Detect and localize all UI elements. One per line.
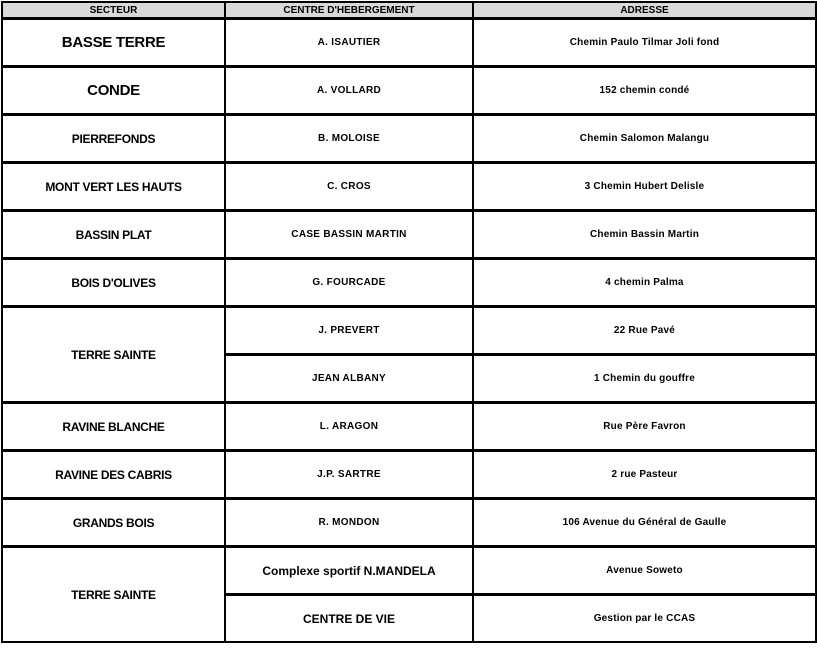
address-cell: 3 Chemin Hubert Delisle: [473, 163, 816, 211]
address-cell: Avenue Soweto: [473, 547, 816, 595]
center-cell: C. CROS: [225, 163, 473, 211]
center-cell: Complexe sportif N.MANDELA: [225, 547, 473, 595]
shelter-table: [1, 1, 817, 643]
center-cell: JEAN ALBANY: [225, 355, 473, 403]
address-cell: Chemin Salomon Malangu: [473, 115, 816, 163]
center-cell: CENTRE DE VIE: [225, 595, 473, 643]
address-cell: 1 Chemin du gouffre: [473, 355, 816, 403]
address-cell: Chemin Paulo Tilmar Joli fond: [473, 19, 816, 67]
center-cell: R. MONDON: [225, 499, 473, 547]
column-header-address: ADRESSE: [473, 2, 816, 19]
column-header-sector: SECTEUR: [2, 2, 225, 19]
address-cell: 152 chemin condé: [473, 67, 816, 115]
center-cell: G. FOURCADE: [225, 259, 473, 307]
center-cell: A. ISAUTIER: [225, 19, 473, 67]
center-cell: J.P. SARTRE: [225, 451, 473, 499]
table-row: [2, 403, 816, 451]
center-cell: B. MOLOISE: [225, 115, 473, 163]
table-body: [2, 19, 816, 643]
center-cell: J. PREVERT: [225, 307, 473, 355]
sector-cell: CONDE: [2, 67, 225, 115]
table-row: [2, 259, 816, 307]
table-header: [2, 2, 816, 19]
center-cell: A. VOLLARD: [225, 67, 473, 115]
column-header-center: CENTRE D'HEBERGEMENT: [225, 2, 473, 19]
table-row: [2, 499, 816, 547]
header-row: [2, 2, 816, 19]
table-row: [2, 67, 816, 115]
address-cell: 2 rue Pasteur: [473, 451, 816, 499]
center-cell: CASE BASSIN MARTIN: [225, 211, 473, 259]
sector-cell: BASSIN PLAT: [2, 211, 225, 259]
table-row: [2, 211, 816, 259]
address-cell: 22 Rue Pavé: [473, 307, 816, 355]
sector-cell: BASSE TERRE: [2, 19, 225, 67]
sector-cell: RAVINE DES CABRIS: [2, 451, 225, 499]
sector-cell: BOIS D'OLIVES: [2, 259, 225, 307]
table-row: [2, 163, 816, 211]
center-cell: L. ARAGON: [225, 403, 473, 451]
address-cell: Chemin Bassin Martin: [473, 211, 816, 259]
sector-cell: TERRE SAINTE: [2, 307, 225, 403]
table-row: [2, 307, 816, 355]
address-cell: Rue Père Favron: [473, 403, 816, 451]
table-row: [2, 547, 816, 595]
sector-cell: GRANDS BOIS: [2, 499, 225, 547]
sector-cell: MONT VERT LES HAUTS: [2, 163, 225, 211]
table-row: [2, 19, 816, 67]
sector-cell: RAVINE BLANCHE: [2, 403, 225, 451]
address-cell: Gestion par le CCAS: [473, 595, 816, 643]
table-row: [2, 115, 816, 163]
table-row: [2, 451, 816, 499]
address-cell: 106 Avenue du Général de Gaulle: [473, 499, 816, 547]
sector-cell: PIERREFONDS: [2, 115, 225, 163]
sector-cell: TERRE SAINTE: [2, 547, 225, 643]
address-cell: 4 chemin Palma: [473, 259, 816, 307]
